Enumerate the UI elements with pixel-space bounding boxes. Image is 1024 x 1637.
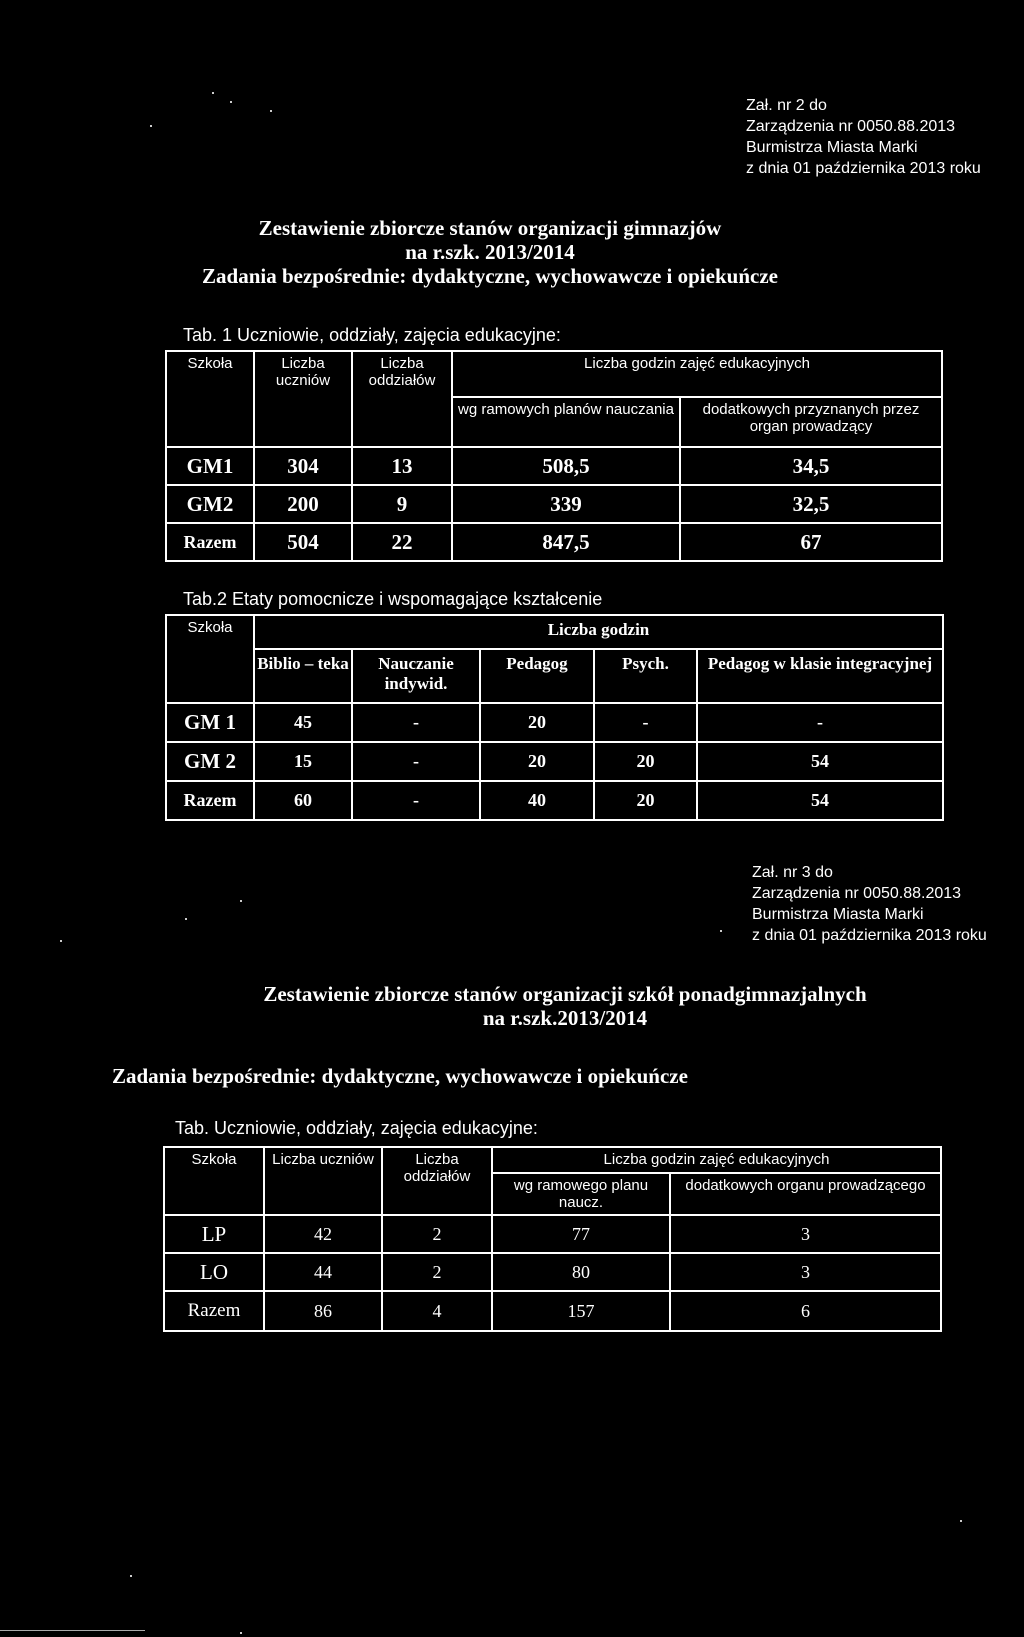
- annex3-line-1: Zał. nr 3 do: [752, 864, 833, 881]
- scan-speck: [960, 1520, 962, 1522]
- cell-library: 60: [254, 781, 352, 820]
- col-psych-header: Psych.: [594, 649, 697, 703]
- cell-integration: 54: [697, 781, 943, 820]
- cell-additional: 3: [670, 1215, 941, 1253]
- col-school-header: Szkoła: [164, 1147, 264, 1215]
- cell-classes: 22: [352, 523, 452, 561]
- cell-school: GM2: [166, 485, 254, 523]
- annex2-title-line-3: Zadania bezpośrednie: dydaktyczne, wychowawcze i opiekuńcze: [202, 264, 778, 288]
- cell-individual: -: [352, 703, 480, 742]
- annex3-line-3: Burmistrza Miasta Marki: [752, 906, 924, 923]
- cell-framework: 77: [492, 1215, 670, 1253]
- annex3-title-line-1: Zestawienie zbiorcze stanów organizacji szkół ponadgimnazjalnych: [263, 982, 867, 1006]
- table-row: [166, 742, 943, 781]
- cell-pedagogue: 40: [480, 781, 594, 820]
- cell-students: 86: [264, 1291, 382, 1331]
- scan-speck: [240, 900, 242, 902]
- annex3-title-line-2: na r.szk.2013/2014: [482, 1006, 648, 1030]
- cell-classes: 9: [352, 485, 452, 523]
- annex3-header-note: [752, 862, 1024, 946]
- cell-additional: 34,5: [680, 447, 942, 485]
- table-row: [166, 485, 942, 523]
- annex3-line-2: Zarządzenia nr 0050.88.2013: [752, 885, 962, 902]
- cell-framework: 157: [492, 1291, 670, 1331]
- col-pedagogue-header: Pedagog: [480, 649, 594, 703]
- cell-framework: 80: [492, 1253, 670, 1291]
- col-hours-header: Liczba godzin zajęć edukacyjnych: [492, 1147, 941, 1173]
- annex2-line-4: z dnia 01 października 2013 roku: [746, 160, 981, 177]
- scan-speck: [212, 92, 214, 94]
- cell-integration: 54: [697, 742, 943, 781]
- scan-speck: [240, 1632, 242, 1634]
- cell-school: GM1: [166, 447, 254, 485]
- scan-speck: [130, 1575, 132, 1577]
- cell-school: Razem: [164, 1291, 264, 1331]
- col-individual-header: Nauczanie indywid.: [352, 649, 480, 703]
- col-library-header: Biblio – teka: [254, 649, 352, 703]
- cell-framework: 847,5: [452, 523, 680, 561]
- cell-students: 304: [254, 447, 352, 485]
- table-row: [166, 781, 943, 820]
- cell-classes: 13: [352, 447, 452, 485]
- annex3-title: [195, 982, 935, 1030]
- cell-students: 42: [264, 1215, 382, 1253]
- annex3-tab: [163, 1146, 942, 1332]
- cell-students: 44: [264, 1253, 382, 1291]
- col-additional-header: dodatkowych przyznanych przez organ prowadzący: [680, 397, 942, 447]
- cell-library: 45: [254, 703, 352, 742]
- table-row: [164, 1253, 941, 1291]
- cell-students: 200: [254, 485, 352, 523]
- annex2-title-line-1: Zestawienie zbiorcze stanów organizacji gimnazjów: [258, 216, 722, 240]
- col-hours-header: Liczba godzin: [254, 615, 943, 649]
- cell-framework: 508,5: [452, 447, 680, 485]
- col-school-header: Szkoła: [166, 351, 254, 447]
- cell-framework: 339: [452, 485, 680, 523]
- cell-school: LO: [164, 1253, 264, 1291]
- cell-classes: 4: [382, 1291, 492, 1331]
- cell-individual: -: [352, 742, 480, 781]
- col-students-header: Liczba uczniów: [254, 351, 352, 447]
- scan-speck: [230, 101, 232, 103]
- cell-library: 15: [254, 742, 352, 781]
- scan-speck: [150, 125, 152, 127]
- cell-school: GM 2: [166, 742, 254, 781]
- col-classes-header: Liczba oddziałów: [382, 1147, 492, 1215]
- cell-individual: -: [352, 781, 480, 820]
- table-row: [166, 447, 942, 485]
- annex2-header-note: [746, 95, 1021, 179]
- cell-school: Razem: [166, 781, 254, 820]
- table-row: [166, 703, 943, 742]
- col-school-header: Szkoła: [166, 615, 254, 703]
- annex2-line-1: Zał. nr 2 do: [746, 97, 827, 114]
- table-row: [164, 1291, 941, 1331]
- cell-students: 504: [254, 523, 352, 561]
- annex2-line-3: Burmistrza Miasta Marki: [746, 139, 918, 156]
- scan-speck: [60, 940, 62, 942]
- col-framework-header: wg ramowych planów nauczania: [452, 397, 680, 447]
- annex2-tab1-caption: Tab. 1 Uczniowie, oddziały, zajęcia edukacyjne:: [183, 325, 561, 345]
- annex2-tab2-caption: Tab.2 Etaty pomocnicze i wspomagające kształcenie: [183, 589, 603, 609]
- cell-classes: 2: [382, 1215, 492, 1253]
- cell-school: GM 1: [166, 703, 254, 742]
- cell-classes: 2: [382, 1253, 492, 1291]
- col-hours-header: Liczba godzin zajęć edukacyjnych: [452, 351, 942, 397]
- scan-speck: [185, 918, 187, 920]
- col-additional-header: dodatkowych organu prowadzącego: [670, 1173, 941, 1215]
- annex2-title: [100, 216, 880, 288]
- col-integration-header: Pedagog w klasie integracyjnej: [697, 649, 943, 703]
- cell-psych: -: [594, 703, 697, 742]
- annex3-subtitle: Zadania bezpośrednie: dydaktyczne, wychowawcze i opiekuńcze: [112, 1064, 688, 1088]
- cell-additional: 32,5: [680, 485, 942, 523]
- scan-speck: [720, 930, 722, 932]
- cell-school: LP: [164, 1215, 264, 1253]
- col-students-header: Liczba uczniów: [264, 1147, 382, 1215]
- cell-additional: 67: [680, 523, 942, 561]
- cell-pedagogue: 20: [480, 742, 594, 781]
- table-row: [166, 523, 942, 561]
- table-row: [164, 1215, 941, 1253]
- annex2-tab1: [165, 350, 943, 562]
- annex2-line-2: Zarządzenia nr 0050.88.2013: [746, 118, 956, 135]
- scan-bottom-rule: [0, 1630, 145, 1631]
- cell-integration: -: [697, 703, 943, 742]
- cell-psych: 20: [594, 781, 697, 820]
- annex3-tab-caption: Tab. Uczniowie, oddziały, zajęcia edukacyjne:: [175, 1118, 538, 1138]
- scan-speck: [270, 110, 272, 112]
- cell-additional: 3: [670, 1253, 941, 1291]
- annex2-title-line-2: na r.szk. 2013/2014: [405, 240, 575, 264]
- col-classes-header: Liczba oddziałów: [352, 351, 452, 447]
- annex2-tab2: [165, 614, 944, 821]
- cell-psych: 20: [594, 742, 697, 781]
- col-framework-header: wg ramowego planu naucz.: [492, 1173, 670, 1215]
- annex3-line-4: z dnia 01 października 2013 roku: [752, 927, 987, 944]
- cell-school: Razem: [166, 523, 254, 561]
- cell-pedagogue: 20: [480, 703, 594, 742]
- cell-additional: 6: [670, 1291, 941, 1331]
